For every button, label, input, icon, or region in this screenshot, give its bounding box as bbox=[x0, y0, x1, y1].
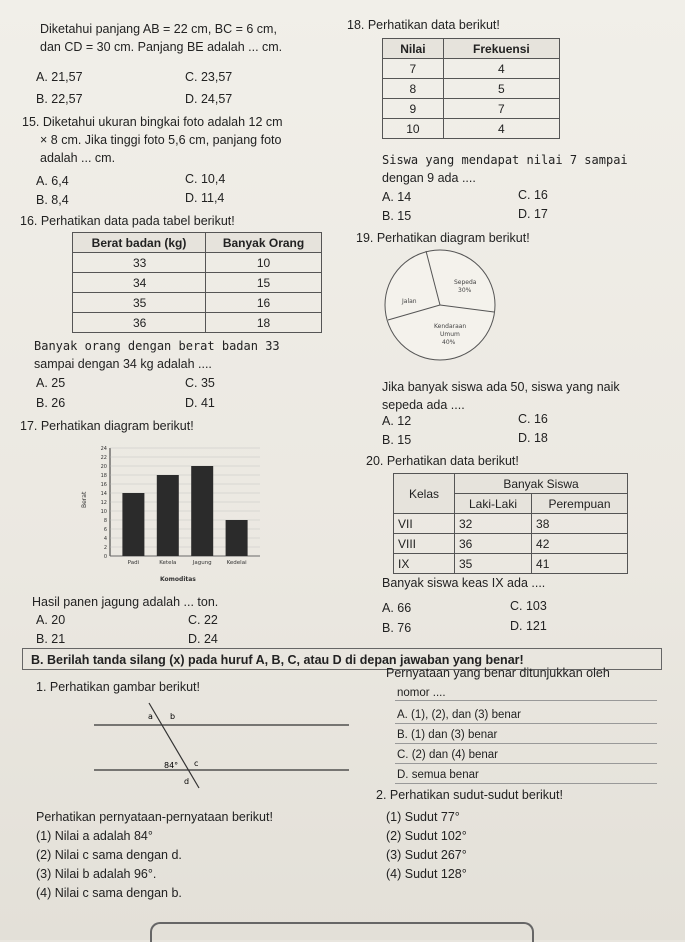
b1-option-d[interactable]: D. semua benar bbox=[397, 769, 479, 781]
answer-line bbox=[395, 763, 657, 764]
q16-option-b[interactable]: B. 26 bbox=[36, 396, 66, 410]
y-tick-label: 22 bbox=[100, 455, 107, 461]
q17-option-b[interactable]: B. 21 bbox=[36, 632, 66, 646]
table-row: 34 15 bbox=[73, 273, 322, 293]
q17-title: 17. Perhatikan diagram berikut! bbox=[20, 419, 194, 433]
b1-statement-4: (4) Nilai c sama dengan b. bbox=[36, 886, 182, 900]
x-tick-label: Kedelai bbox=[226, 560, 247, 566]
label-b: b bbox=[170, 712, 176, 721]
x-tick-label: Ketela bbox=[159, 560, 177, 566]
b1-option-a[interactable]: A. (1), (2), dan (3) benar bbox=[397, 709, 521, 721]
table-row: 36 18 bbox=[73, 313, 322, 333]
b1-right-line1: Pernyataan yang benar ditunjukkan oleh bbox=[386, 666, 610, 680]
q19-title: 19. Perhatikan diagram berikut! bbox=[356, 231, 530, 245]
b1-right-line2: nomor .... bbox=[397, 687, 446, 699]
chart-xlabel: Komoditas bbox=[160, 576, 196, 583]
bar-padi bbox=[122, 493, 144, 556]
q14-option-c[interactable]: C. 23,57 bbox=[185, 70, 233, 84]
chart-ylabel: Berat bbox=[81, 491, 88, 508]
q18-line1: Siswa yang mendapat nilai 7 sampai bbox=[382, 153, 628, 167]
b1-option-b[interactable]: B. (1) dan (3) benar bbox=[397, 729, 498, 741]
b2-title: 2. Perhatikan sudut-sudut berikut! bbox=[376, 788, 563, 802]
q15-option-c[interactable]: C. 10,4 bbox=[185, 172, 226, 186]
y-tick-label: 12 bbox=[100, 500, 107, 506]
q19-option-a[interactable]: A. 12 bbox=[382, 414, 412, 428]
q16-line1: Banyak orang dengan berat badan 33 bbox=[34, 339, 280, 353]
q20-header-group: Banyak Siswa bbox=[455, 474, 628, 494]
q16-title: 16. Perhatikan data pada tabel berikut! bbox=[20, 214, 235, 228]
bar-ketela bbox=[157, 475, 179, 556]
section-b-instruction: B. Berilah tanda silang (x) pada huruf A, B, C, atau D di depan jawaban yang benar! bbox=[22, 648, 662, 670]
q20-option-a[interactable]: A. 66 bbox=[382, 601, 412, 615]
q18-header-frequency: Frekuensi bbox=[443, 39, 559, 59]
q18-option-d[interactable]: D. 17 bbox=[518, 207, 548, 221]
y-tick-label: 24 bbox=[100, 446, 107, 452]
label-angle-84: 84° bbox=[164, 761, 179, 770]
q20-line1: Banyak siswa keas IX ada .... bbox=[382, 576, 546, 590]
parallel-lines-figure bbox=[94, 700, 354, 795]
q17-option-d[interactable]: D. 24 bbox=[188, 632, 218, 646]
y-tick-label: 6 bbox=[103, 527, 107, 533]
table-row: 9 7 bbox=[383, 99, 560, 119]
table-row: 33 10 bbox=[73, 253, 322, 273]
q14-option-d[interactable]: D. 24,57 bbox=[185, 92, 233, 106]
label-a: a bbox=[148, 712, 153, 721]
q20-option-d[interactable]: D. 121 bbox=[510, 619, 547, 633]
label-c: c bbox=[194, 759, 199, 768]
q18-table bbox=[382, 38, 560, 139]
q15-option-a[interactable]: A. 6,4 bbox=[36, 174, 69, 188]
pie-label-kendaraan: Kendaraan bbox=[434, 323, 467, 330]
y-tick-label: 8 bbox=[103, 518, 107, 524]
table-row: 35 16 bbox=[73, 293, 322, 313]
q20-header-boys: Laki-Laki bbox=[455, 494, 532, 514]
pie-label-umum: Umum bbox=[440, 331, 460, 338]
q19-option-d[interactable]: D. 18 bbox=[518, 431, 548, 445]
b1-option-c[interactable]: C. (2) dan (4) benar bbox=[397, 749, 498, 761]
q17-option-a[interactable]: A. 20 bbox=[36, 613, 66, 627]
table-row: VII 32 38 bbox=[394, 514, 628, 534]
q18-line2: dengan 9 ada .... bbox=[382, 171, 476, 185]
table-row: 7 4 bbox=[383, 59, 560, 79]
q18-title: 18. Perhatikan data berikut! bbox=[347, 18, 500, 32]
q16-header-count: Banyak Orang bbox=[206, 233, 322, 253]
bar-kedelai bbox=[226, 520, 248, 556]
q17-line1: Hasil panen jagung adalah ... ton. bbox=[32, 595, 219, 609]
table-row: 10 4 bbox=[383, 119, 560, 139]
q20-header-class: Kelas bbox=[394, 474, 455, 514]
answer-line bbox=[395, 723, 657, 724]
q20-title: 20. Perhatikan data berikut! bbox=[366, 454, 519, 468]
q16-option-d[interactable]: D. 41 bbox=[185, 396, 215, 410]
q17-option-c[interactable]: C. 22 bbox=[188, 613, 218, 627]
y-tick-label: 20 bbox=[100, 464, 107, 470]
b1-statement-2: (2) Nilai c sama dengan d. bbox=[36, 848, 182, 862]
b2-option-1: (1) Sudut 77° bbox=[386, 810, 460, 824]
q16-table bbox=[72, 232, 322, 333]
pie-value-sepeda: 30% bbox=[458, 287, 472, 294]
q16-option-c[interactable]: C. 35 bbox=[185, 376, 215, 390]
y-tick-label: 16 bbox=[100, 482, 107, 488]
bar-jagung bbox=[191, 466, 213, 556]
q20-table bbox=[393, 473, 628, 574]
x-tick-label: Padi bbox=[127, 560, 140, 566]
answer-line bbox=[395, 743, 657, 744]
b1-statements-intro: Perhatikan pernyataan-pernyataan berikut! bbox=[36, 810, 273, 824]
transport-pie-chart bbox=[384, 248, 504, 366]
q15-line1: 15. Diketahui ukuran bingkai foto adalah 12 cm bbox=[22, 115, 283, 129]
q15-option-b[interactable]: B. 8,4 bbox=[36, 193, 69, 207]
b1-title: 1. Perhatikan gambar berikut! bbox=[36, 680, 200, 694]
q15-line2: × 8 cm. Jika tinggi foto 5,6 cm, panjang foto bbox=[40, 133, 282, 147]
q20-option-b[interactable]: B. 76 bbox=[382, 621, 412, 635]
page-edge-frame bbox=[150, 922, 534, 942]
pie-label-sepeda: Sepeda bbox=[454, 279, 477, 286]
pie-label-jalan: Jalan bbox=[402, 298, 417, 305]
b2-option-2: (2) Sudut 102° bbox=[386, 829, 467, 843]
y-tick-label: 2 bbox=[103, 545, 107, 551]
x-tick-label: Jagung bbox=[192, 560, 212, 566]
q19-line1: Jika banyak siswa ada 50, siswa yang naik bbox=[382, 380, 620, 394]
q20-option-c[interactable]: C. 103 bbox=[510, 599, 547, 613]
q14-line2: dan CD = 30 cm. Panjang BE adalah ... cm. bbox=[40, 40, 283, 54]
table-row: 8 5 bbox=[383, 79, 560, 99]
b2-option-3: (3) Sudut 267° bbox=[386, 848, 467, 862]
pie-value-kendaraan: 40% bbox=[442, 339, 456, 346]
q18-option-b[interactable]: B. 15 bbox=[382, 209, 412, 223]
answer-line bbox=[395, 783, 657, 784]
q19-line2: sepeda ada .... bbox=[382, 398, 465, 412]
q15-option-d[interactable]: D. 11,4 bbox=[185, 191, 225, 205]
q19-option-c[interactable]: C. 16 bbox=[518, 412, 548, 426]
table-row: VIII 36 42 bbox=[394, 534, 628, 554]
q18-header-value: Nilai bbox=[383, 39, 444, 59]
q20-header-girls: Perempuan bbox=[532, 494, 628, 514]
b2-option-4: (4) Sudut 128° bbox=[386, 867, 467, 881]
y-tick-label: 18 bbox=[100, 473, 107, 479]
q16-header-weight: Berat badan (kg) bbox=[73, 233, 206, 253]
y-tick-label: 4 bbox=[103, 536, 107, 542]
b1-statement-1: (1) Nilai a adalah 84° bbox=[36, 829, 153, 843]
table-row: IX 35 41 bbox=[394, 554, 628, 574]
q14-option-b[interactable]: B. 22,57 bbox=[36, 92, 83, 106]
q14-line1: Diketahui panjang AB = 22 cm, BC = 6 cm, bbox=[40, 22, 277, 36]
y-tick-label: 14 bbox=[100, 491, 107, 497]
harvest-bar-chart bbox=[80, 436, 320, 596]
q16-line2: sampai dengan 34 kg adalah .... bbox=[34, 357, 212, 371]
q18-option-c[interactable]: C. 16 bbox=[518, 188, 548, 202]
y-tick-label: 10 bbox=[100, 509, 107, 515]
q15-line3: adalah ... cm. bbox=[40, 151, 116, 165]
q19-option-b[interactable]: B. 15 bbox=[382, 433, 412, 447]
b1-statement-3: (3) Nilai b adalah 96°. bbox=[36, 867, 157, 881]
q16-option-a[interactable]: A. 25 bbox=[36, 376, 66, 390]
label-d: d bbox=[184, 777, 190, 786]
y-tick-label: 0 bbox=[103, 554, 107, 560]
q18-option-a[interactable]: A. 14 bbox=[382, 190, 412, 204]
q14-option-a[interactable]: A. 21,57 bbox=[36, 70, 83, 84]
